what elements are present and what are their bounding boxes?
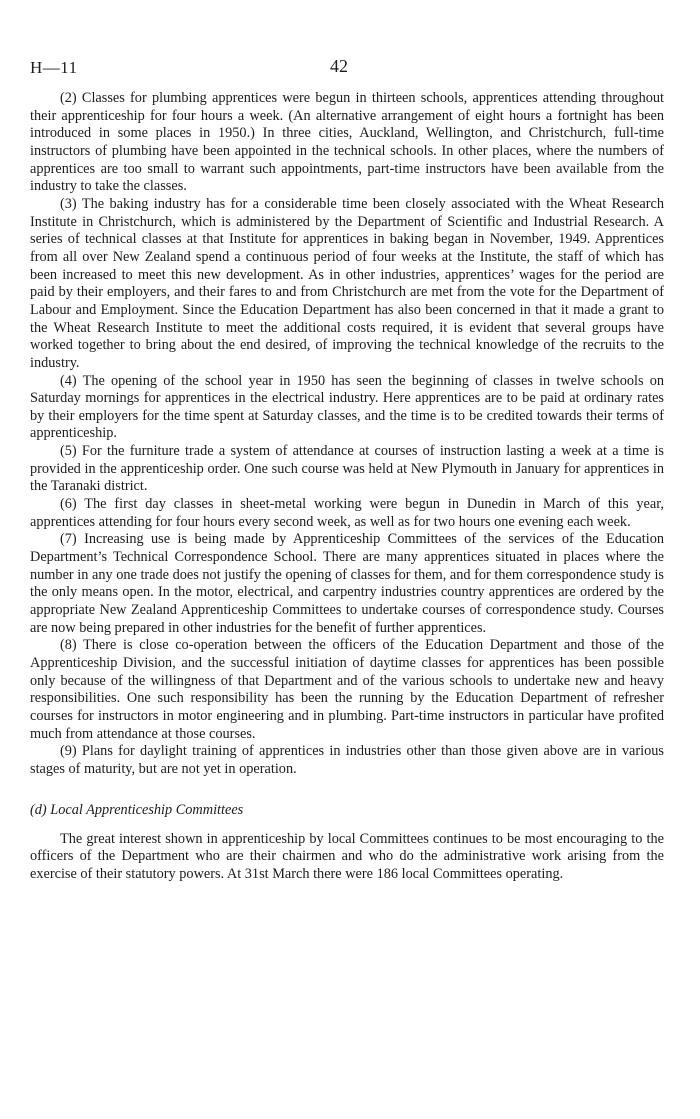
paragraph-local-committees: The great interest shown in apprenticeship by local Committees continues to be most encouraging to the officers of the Department who are their chairmen and who do the administrative work arising from the exercise of their statutory powers. At 31st March there were 186 local Committees operating. bbox=[30, 830, 664, 882]
page-code: H—11 bbox=[30, 58, 78, 77]
document-page bbox=[30, 0, 664, 1119]
section-title: Local Apprenticeship Committees bbox=[50, 801, 244, 818]
page-number: 42 bbox=[330, 56, 348, 76]
paragraph-correspondence: (7) Increasing use is being made by Apprenticeship Committees of the services of the Education Department’s Technical Correspondence School. There are many apprentices situated in places where the number in any one trade does not justify the opening of classes for them, and for them correspondence study is the only means open. In the motor, electrical, and carpentry industries country apprentices are ordered by the appropriate New Zealand Apprenticeship Committees to undertake courses of correspondence study. Courses are now being prepared in other industries for the benefit of further apprentices. bbox=[30, 531, 664, 636]
paragraph-sheet-metal: (6) The first day classes in sheet-metal working were begun in Dunedin in March of this year, apprentices attending for four hours every second week, as well as for two hours one evening each week. bbox=[30, 496, 664, 530]
paragraph-electrical: (4) The opening of the school year in 1950 has seen the beginning of classes in twelve schools on Saturday mornings for apprentices in the electrical industry. Here apprentices are to be paid at ordinary rates by their employers for the time spent at Saturday classes, and the time is to be credited towards their terms of apprenticeship. bbox=[30, 372, 664, 442]
paragraph-furniture: (5) For the furniture trade a system of attendance at courses of instruction lasting a week at a time is provided in the apprenticeship order. One such course was held at New Plymouth in January for apprentices in the Taranaki district. bbox=[30, 443, 664, 495]
document-body bbox=[30, 90, 664, 884]
paragraph-plumbing: (2) Classes for plumbing apprentices were begun in thirteen schools, apprentices attending throughout their apprenticeship for four hours a week. (An alternative arrangement of eight hours a fortnight has been introduced in some places in 1950.) In three cities, Auckland, Wellington, and Christchurch, full-time instructors of plumbing have been appointed in the technical schools. In other places, where the numbers of apprentices are too small to warrant such appointments, part-time instructors have been available from the industry to take the classes. bbox=[30, 90, 664, 195]
paragraph-daylight-training: (9) Plans for daylight training of apprentices in industries other than those given above are in various stages of maturity, but are not yet in operation. bbox=[30, 743, 664, 777]
section-label: (d) bbox=[30, 801, 47, 818]
paragraph-co-operation: (8) There is close co-operation between the officers of the Education Department and those of the Apprenticeship Division, and the successful initiation of daytime classes for apprentices has been possible only because of the willingness of that Department and of the various schools to undertake new and heavy responsibilities. One such responsibility has been the running by the Education Department of refresher courses for instructors in motor engineering and in plumbing. Part-time instructors in particular have profited much from attendance at those courses. bbox=[30, 637, 664, 742]
paragraph-baking: (3) The baking industry has for a considerable time been closely associated with the Wheat Research Institute in Christchurch, which is administered by the Department of Scientific and Industrial Research. A series of technical classes at that Institute for apprentices in baking began in November, 1949. Apprentices from all over New Zealand spend a continuous period of four weeks at the Institute, the staff of which has been increased to meet this new development. As in other industries, apprentices’ wages for the period are paid by their employers, and their fares to and from Christchurch are met from the vote for the Department of Labour and Employment. Since the Education Department has also been concerned in that it made a grant to the Wheat Research Institute to meet the additional costs required, it is evident that several groups have worked together to bring about the end desired, of improving the technical knowledge of the recruits to the industry. bbox=[30, 195, 664, 371]
section-heading bbox=[30, 801, 664, 819]
page-header bbox=[30, 0, 664, 90]
